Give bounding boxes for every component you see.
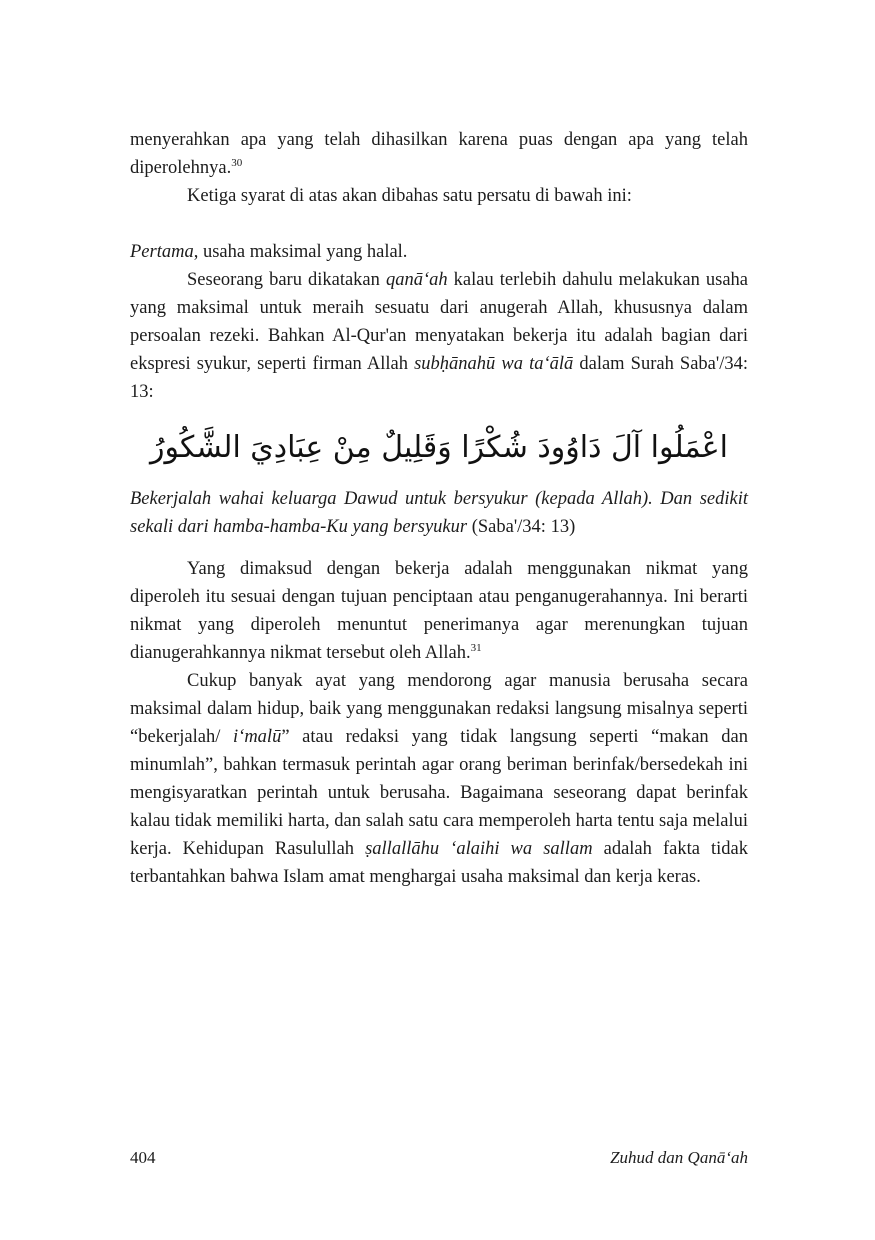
- honorific-italic: ṣallallāhu ‘alaihi wa sallam: [365, 839, 593, 859]
- paragraph-continuation: [130, 126, 748, 182]
- footnote-ref-31: 31: [470, 641, 482, 654]
- body-text: ” atau redaksi yang tidak langsung seperti “makan dan minumlah”, bahkan termasuk perintah agar orang beriman berinfak/bersedekah ini mengisyaratkan perintah untuk berusaha. Bagaimana seseorang dapat berinfak kalau tidak memiliki harta, dan salah satu cara memperoleh harta tentu saja melalui kerja. Kehidupan Rasulullah: [130, 727, 749, 859]
- running-title: Zuhud dan Qanā‘ah: [610, 1148, 748, 1167]
- body-text: menyerahkan apa yang telah dihasilkan karena puas dengan apa yang telah diperolehnya.: [130, 130, 748, 178]
- translation-italic: Bekerjalah wahai keluarga Dawud untuk bersyukur (kepada Allah). Dan sedikit sekali dari hamba-hamba-Ku yang bersyukur: [130, 489, 748, 537]
- page-number: 404: [130, 1148, 156, 1167]
- body-text: Yang dimaksud dengan bekerja adalah menggunakan nikmat yang diperoleh itu sesuai dengan tujuan penciptaan atau penganugerahannya. Ini berarti nikmat yang diperoleh menuntut penerimanya agar merenungkan tujuan dianugerahkannya nikmat tersebut oleh Allah.: [130, 559, 748, 663]
- paragraph-pertama-heading: [130, 238, 748, 266]
- text-block: [130, 126, 748, 891]
- paragraph-cukup-banyak: [130, 667, 748, 891]
- blank-line: [130, 210, 748, 238]
- paragraph-seseorang: [130, 266, 748, 406]
- lead-word-italic: Pertama: [130, 242, 194, 262]
- verse-reference: (Saba'/34: 13): [467, 517, 576, 537]
- body-text: Seseorang baru dikatakan: [187, 270, 386, 290]
- verse-translation: [130, 485, 748, 541]
- paragraph-yang-dimaksud: [130, 555, 748, 667]
- body-text: , usaha maksimal yang halal.: [193, 242, 408, 262]
- term-italic: qanā‘ah: [385, 270, 448, 290]
- paragraph-ketiga-syarat: Ketiga syarat di atas akan dibahas satu persatu di bawah ini:: [187, 186, 632, 206]
- body-text: dalam Surah Saba'/34: 13:: [130, 354, 749, 402]
- honorific-italic: subḥānahū wa ta‘ālā: [414, 354, 574, 374]
- term-italic: i‘malū: [233, 727, 282, 747]
- body-text: kalau terlebih dahulu melakukan usaha yang maksimal untuk meraih sesuatu dari anugerah Allah, khususnya dalam persoalan rezeki. Bahkan Al-Qur'an menyatakan bekerja itu adalah bagian dari ekspresi syukur, seperti firman Allah: [130, 270, 748, 374]
- arabic-verse: اعْمَلُوا آلَ دَاوُودَ شُكْرًا وَقَلِيلٌ مِنْ عِبَادِيَ الشَّكُورُ: [149, 430, 728, 465]
- body-text: Cukup banyak ayat yang mendorong agar manusia berusaha secara maksimal dalam hidup, baik yang menggunakan redaksi langsung misalnya seperti “bekerjalah/: [130, 671, 748, 747]
- footnote-ref-30: 30: [231, 156, 243, 169]
- body-text: adalah fakta tidak terbantahkan bahwa Islam amat menghargai usaha maksimal dan kerja keras.: [130, 839, 748, 887]
- page-footer: [130, 1148, 748, 1168]
